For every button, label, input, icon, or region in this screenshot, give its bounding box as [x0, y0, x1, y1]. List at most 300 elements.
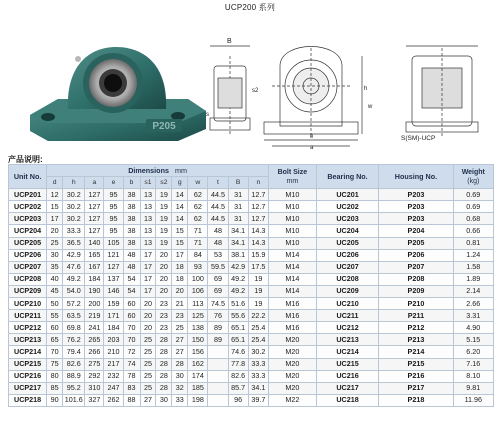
table-cell: 54	[123, 285, 140, 297]
table-cell: 241	[85, 322, 104, 334]
table-cell: 95	[104, 189, 123, 201]
header-dimensions-unit: mm	[174, 165, 187, 175]
table-cell: 310	[85, 382, 104, 394]
table-cell: 30	[156, 394, 172, 406]
table-row	[9, 213, 494, 225]
dimension-drawings	[202, 26, 492, 150]
table-cell: 34.1	[228, 237, 248, 249]
product-figure	[0, 13, 500, 148]
table-cell: 19	[248, 285, 268, 297]
table-cell: 48	[208, 225, 228, 237]
table-cell: 23	[172, 310, 188, 322]
table-cell: 71	[188, 237, 208, 249]
table-cell: M16	[268, 322, 316, 334]
table-cell: UC205	[316, 237, 379, 249]
table-cell: UCP209	[9, 285, 47, 297]
dim-col-B: B	[228, 177, 248, 189]
table-cell: P208	[379, 273, 453, 285]
table-cell: 62	[188, 201, 208, 213]
table-cell: 20	[156, 261, 172, 273]
table-cell: M22	[268, 394, 316, 406]
table-cell: 55	[47, 310, 63, 322]
dim-col-n: n	[248, 177, 268, 189]
table-cell: 60	[123, 298, 140, 310]
table-cell: 25	[140, 382, 156, 394]
table-cell: 200	[85, 298, 104, 310]
table-cell: P204	[379, 225, 453, 237]
table-cell: P210	[379, 298, 453, 310]
table-cell: 101.6	[63, 394, 85, 406]
table-cell: 15	[172, 237, 188, 249]
table-cell: 38	[123, 225, 140, 237]
table-cell: 27	[172, 346, 188, 358]
table-cell: 137	[104, 273, 123, 285]
table-cell: P209	[379, 285, 453, 297]
table-cell: 174	[188, 370, 208, 382]
table-cell: P217	[379, 382, 453, 394]
table-cell: 100	[188, 273, 208, 285]
table-cell: 42.9	[63, 249, 85, 261]
dim-col-s1: s1	[140, 177, 156, 189]
table-cell: M20	[268, 334, 316, 346]
table-row	[9, 346, 494, 358]
table-cell: UCP210	[9, 298, 47, 310]
table-cell: 184	[104, 322, 123, 334]
table-cell: 12	[47, 189, 63, 201]
table-cell: 28	[172, 358, 188, 370]
table-cell: 14.3	[248, 225, 268, 237]
table-cell: 146	[104, 285, 123, 297]
table-row	[9, 370, 494, 382]
table-cell: 38	[123, 189, 140, 201]
table-cell: 140	[85, 237, 104, 249]
table-cell: 44.5	[208, 201, 228, 213]
table-row	[9, 237, 494, 249]
table-cell: 85.7	[228, 382, 248, 394]
dim-label-e: e	[310, 134, 314, 140]
table-cell: 30.2	[248, 346, 268, 358]
table-cell: 49.2	[228, 285, 248, 297]
dim-label-s2: s2	[252, 88, 259, 94]
table-cell	[208, 394, 228, 406]
table-cell: 32	[172, 382, 188, 394]
table-cell: UCP203	[9, 213, 47, 225]
table-cell: 74.6	[228, 346, 248, 358]
table-cell: 217	[104, 358, 123, 370]
table-row	[9, 261, 494, 273]
table-cell: 210	[104, 346, 123, 358]
dim-col-d: d	[47, 177, 63, 189]
table-cell: 28	[156, 346, 172, 358]
table-cell: M20	[268, 370, 316, 382]
header-weight	[453, 165, 493, 189]
page-title: UCP200 系列	[224, 3, 276, 12]
table-cell: UCP218	[9, 394, 47, 406]
table-cell: 95	[104, 213, 123, 225]
table-cell: UC208	[316, 273, 379, 285]
table-cell: 34.1	[228, 225, 248, 237]
table-cell: 28	[156, 334, 172, 346]
table-cell: 219	[85, 310, 104, 322]
table-cell: 96	[228, 394, 248, 406]
table-cell: UC202	[316, 201, 379, 213]
table-cell: M10	[268, 213, 316, 225]
dim-col-t: t	[208, 177, 228, 189]
table-cell: 12.7	[248, 189, 268, 201]
table-cell: 105	[104, 237, 123, 249]
table-cell: 17.5	[248, 261, 268, 273]
table-cell: 19	[156, 213, 172, 225]
table-cell: 20	[140, 298, 156, 310]
table-cell: UCP212	[9, 322, 47, 334]
table-cell: 247	[104, 382, 123, 394]
table-cell: 27	[140, 394, 156, 406]
table-cell: 89	[208, 334, 228, 346]
table-cell: 83	[123, 382, 140, 394]
header-bolt-unit: mm	[286, 177, 299, 185]
table-cell: 30.2	[63, 213, 85, 225]
table-cell: 40	[47, 273, 63, 285]
table-cell: 19	[156, 225, 172, 237]
table-cell: 25.4	[248, 322, 268, 334]
table-cell: 82.6	[228, 370, 248, 382]
table-cell: P213	[379, 334, 453, 346]
table-cell: 17	[140, 261, 156, 273]
table-cell: 156	[188, 346, 208, 358]
table-cell: 262	[104, 394, 123, 406]
table-cell: M20	[268, 346, 316, 358]
table-cell: M20	[268, 358, 316, 370]
header-unit-no: Unit No.	[9, 165, 47, 189]
table-cell: 327	[85, 394, 104, 406]
table-cell: 25	[172, 322, 188, 334]
table-cell: UC212	[316, 322, 379, 334]
table-cell: 33.3	[248, 358, 268, 370]
table-cell: P205	[379, 237, 453, 249]
table-row	[9, 285, 494, 297]
table-cell: 2.14	[453, 285, 493, 297]
table-cell: 13	[140, 213, 156, 225]
table-cell: 25	[140, 358, 156, 370]
table-cell: 84	[188, 249, 208, 261]
table-cell: 48	[208, 237, 228, 249]
table-cell: UCP215	[9, 358, 47, 370]
table-cell: 55.6	[228, 310, 248, 322]
table-cell: 127	[85, 201, 104, 213]
table-cell: 53	[208, 249, 228, 261]
table-cell: 20	[47, 225, 63, 237]
drawing-caption: S(SM)-UCP	[401, 135, 436, 142]
table-cell: 8.10	[453, 370, 493, 382]
table-cell: P203	[379, 213, 453, 225]
table-cell: 25.4	[248, 334, 268, 346]
table-cell: 27	[172, 334, 188, 346]
table-cell: 33	[172, 394, 188, 406]
table-cell: 33.3	[63, 225, 85, 237]
dim-col-g: g	[172, 177, 188, 189]
table-cell: UC201	[316, 189, 379, 201]
table-cell: UCP211	[9, 310, 47, 322]
table-row	[9, 225, 494, 237]
spec-table	[8, 164, 494, 407]
table-cell: 59.5	[208, 261, 228, 273]
table-row	[9, 394, 494, 406]
table-cell: 25	[140, 334, 156, 346]
table-cell: 88	[123, 394, 140, 406]
table-cell: 38.1	[228, 249, 248, 261]
table-cell: 113	[188, 298, 208, 310]
dim-col-h: h	[63, 177, 85, 189]
table-cell: 74	[123, 358, 140, 370]
table-cell: 18	[172, 273, 188, 285]
table-cell: 12.7	[248, 213, 268, 225]
table-cell: 14	[172, 213, 188, 225]
table-cell: M14	[268, 249, 316, 261]
table-cell: UC218	[316, 394, 379, 406]
table-cell: 0.69	[453, 189, 493, 201]
table-cell: 0.69	[453, 201, 493, 213]
table-cell: 88.9	[63, 370, 85, 382]
table-cell: P218	[379, 394, 453, 406]
table-cell: 60	[123, 310, 140, 322]
table-cell: 42.9	[228, 261, 248, 273]
table-cell: 77.8	[228, 358, 248, 370]
table-cell: 57.2	[63, 298, 85, 310]
table-cell: 20	[140, 310, 156, 322]
dim-col-b: b	[123, 177, 140, 189]
table-cell: 39.7	[248, 394, 268, 406]
table-cell	[208, 346, 228, 358]
table-cell: UCP214	[9, 346, 47, 358]
table-cell: 30.2	[63, 189, 85, 201]
table-cell: 12.7	[248, 201, 268, 213]
table-cell: 44.5	[208, 213, 228, 225]
table-cell: 162	[188, 358, 208, 370]
table-cell: 265	[85, 334, 104, 346]
table-cell: 65.1	[228, 322, 248, 334]
table-cell: P212	[379, 322, 453, 334]
table-cell: 23	[156, 298, 172, 310]
table-cell: 70	[123, 322, 140, 334]
table-cell: P211	[379, 310, 453, 322]
table-cell: 89	[208, 322, 228, 334]
table-cell: 63.5	[63, 310, 85, 322]
table-cell: 159	[104, 298, 123, 310]
table-cell: 185	[188, 382, 208, 394]
table-cell: 3.31	[453, 310, 493, 322]
table-row	[9, 189, 494, 201]
table-cell: 0.68	[453, 213, 493, 225]
table-cell: 90	[47, 394, 63, 406]
table-cell: 23	[156, 322, 172, 334]
table-cell: UCP213	[9, 334, 47, 346]
header-weight-unit: (kg)	[467, 177, 480, 185]
table-cell: 20	[156, 285, 172, 297]
table-cell: 165	[85, 249, 104, 261]
table-cell: P214	[379, 346, 453, 358]
table-cell: 13	[140, 201, 156, 213]
table-cell: 60	[47, 322, 63, 334]
table-cell: 167	[85, 261, 104, 273]
table-cell: 17	[172, 249, 188, 261]
table-cell: 275	[85, 358, 104, 370]
table-cell: 127	[85, 213, 104, 225]
table-cell: 6.20	[453, 346, 493, 358]
table-cell: 19	[248, 273, 268, 285]
table-cell: UC203	[316, 213, 379, 225]
table-row	[9, 334, 494, 346]
header-bolt-label: Bolt Size	[277, 168, 308, 176]
table-cell: 15.9	[248, 249, 268, 261]
table-cell: 28	[156, 358, 172, 370]
table-cell: 19	[156, 201, 172, 213]
table-cell: 1.24	[453, 249, 493, 261]
table-cell: 30	[172, 370, 188, 382]
table-cell: M16	[268, 310, 316, 322]
table-cell: 25	[47, 237, 63, 249]
dim-label-h: h	[364, 86, 368, 92]
table-cell: 28	[156, 370, 172, 382]
dim-label-s: s	[206, 112, 209, 118]
table-cell: P206	[379, 249, 453, 261]
table-cell: 76.2	[63, 334, 85, 346]
table-cell: 49.2	[228, 273, 248, 285]
table-cell: 5.15	[453, 334, 493, 346]
table-cell: 49.2	[63, 273, 85, 285]
table-cell: 95	[104, 201, 123, 213]
table-cell: UC214	[316, 346, 379, 358]
table-cell: 38	[123, 213, 140, 225]
table-cell: 93	[188, 261, 208, 273]
table-cell: 13	[140, 189, 156, 201]
table-cell: UC206	[316, 249, 379, 261]
table-cell: 45	[47, 285, 63, 297]
table-cell: UC209	[316, 285, 379, 297]
table-cell: 75	[47, 358, 63, 370]
table-cell: 20	[172, 285, 188, 297]
table-cell: 23	[156, 310, 172, 322]
table-cell: 47.6	[63, 261, 85, 273]
table-cell: 44.5	[208, 189, 228, 201]
table-cell: 1.58	[453, 261, 493, 273]
table-cell: 19	[156, 189, 172, 201]
dim-col-e: e	[104, 177, 123, 189]
table-row	[9, 201, 494, 213]
table-cell: 13	[140, 237, 156, 249]
table-cell: 28	[156, 382, 172, 394]
table-cell: 17	[140, 249, 156, 261]
table-cell	[208, 382, 228, 394]
table-cell: UC217	[316, 382, 379, 394]
table-cell: UC207	[316, 261, 379, 273]
dim-col-w: w	[188, 177, 208, 189]
table-cell: 95.2	[63, 382, 85, 394]
table-cell: M10	[268, 201, 316, 213]
table-cell: 11.96	[453, 394, 493, 406]
table-cell: UCP217	[9, 382, 47, 394]
table-cell: 25	[140, 370, 156, 382]
table-cell: 171	[104, 310, 123, 322]
table-cell: 69.8	[63, 322, 85, 334]
table-cell: 69	[208, 273, 228, 285]
header-dimensions-label: Dimensions	[128, 165, 169, 175]
table-cell: UCP201	[9, 189, 47, 201]
table-cell: 2.66	[453, 298, 493, 310]
table-row	[9, 310, 494, 322]
table-cell: M14	[268, 273, 316, 285]
dim-label-b: B	[227, 38, 232, 45]
table-cell: 62	[188, 189, 208, 201]
table-cell: 121	[104, 249, 123, 261]
table-cell	[208, 370, 228, 382]
table-cell: UCP206	[9, 249, 47, 261]
table-cell: 127	[85, 189, 104, 201]
table-cell	[208, 358, 228, 370]
header-bolt-size	[268, 165, 316, 189]
table-cell: 69	[208, 285, 228, 297]
table-cell: 79.4	[63, 346, 85, 358]
table-cell: UC216	[316, 370, 379, 382]
table-cell: UC211	[316, 310, 379, 322]
table-cell: 62	[188, 213, 208, 225]
table-cell: 70	[123, 334, 140, 346]
header-weight-label: Weight	[461, 168, 485, 176]
table-cell: UCP208	[9, 273, 47, 285]
table-cell: 4.90	[453, 322, 493, 334]
table-row	[9, 298, 494, 310]
table-cell: 17	[140, 273, 156, 285]
dim-col-a: a	[85, 177, 104, 189]
table-cell: 95	[104, 225, 123, 237]
table-cell: 65.1	[228, 334, 248, 346]
table-cell: 20	[156, 273, 172, 285]
table-cell: M10	[268, 225, 316, 237]
table-cell: 21	[172, 298, 188, 310]
table-cell: 48	[123, 261, 140, 273]
table-cell: 85	[47, 382, 63, 394]
table-cell: 34.1	[248, 382, 268, 394]
photo-marking: P205	[152, 121, 176, 132]
table-cell: 232	[104, 370, 123, 382]
table-cell: 198	[188, 394, 208, 406]
table-cell: 22.2	[248, 310, 268, 322]
table-cell: 30.2	[63, 201, 85, 213]
table-cell: 31	[228, 213, 248, 225]
table-cell: 14	[172, 189, 188, 201]
table-cell: UCP202	[9, 201, 47, 213]
table-cell: 72	[123, 346, 140, 358]
table-cell: 138	[188, 322, 208, 334]
table-cell: M20	[268, 382, 316, 394]
dim-label-w: w	[368, 104, 373, 110]
dim-label-a: a	[310, 145, 314, 150]
header-bearing-no: Bearing No.	[316, 165, 379, 189]
table-cell: UCP205	[9, 237, 47, 249]
table-cell: 71	[188, 225, 208, 237]
table-cell: M14	[268, 285, 316, 297]
table-cell: 184	[85, 273, 104, 285]
table-cell: 106	[188, 285, 208, 297]
table-cell: 50	[47, 298, 63, 310]
table-row	[9, 273, 494, 285]
table-cell: P207	[379, 261, 453, 273]
table-cell: M16	[268, 298, 316, 310]
table-row	[9, 249, 494, 261]
table-cell: 15	[172, 225, 188, 237]
table-cell: P216	[379, 370, 453, 382]
dim-col-s2: s2	[156, 177, 172, 189]
table-cell: M10	[268, 237, 316, 249]
